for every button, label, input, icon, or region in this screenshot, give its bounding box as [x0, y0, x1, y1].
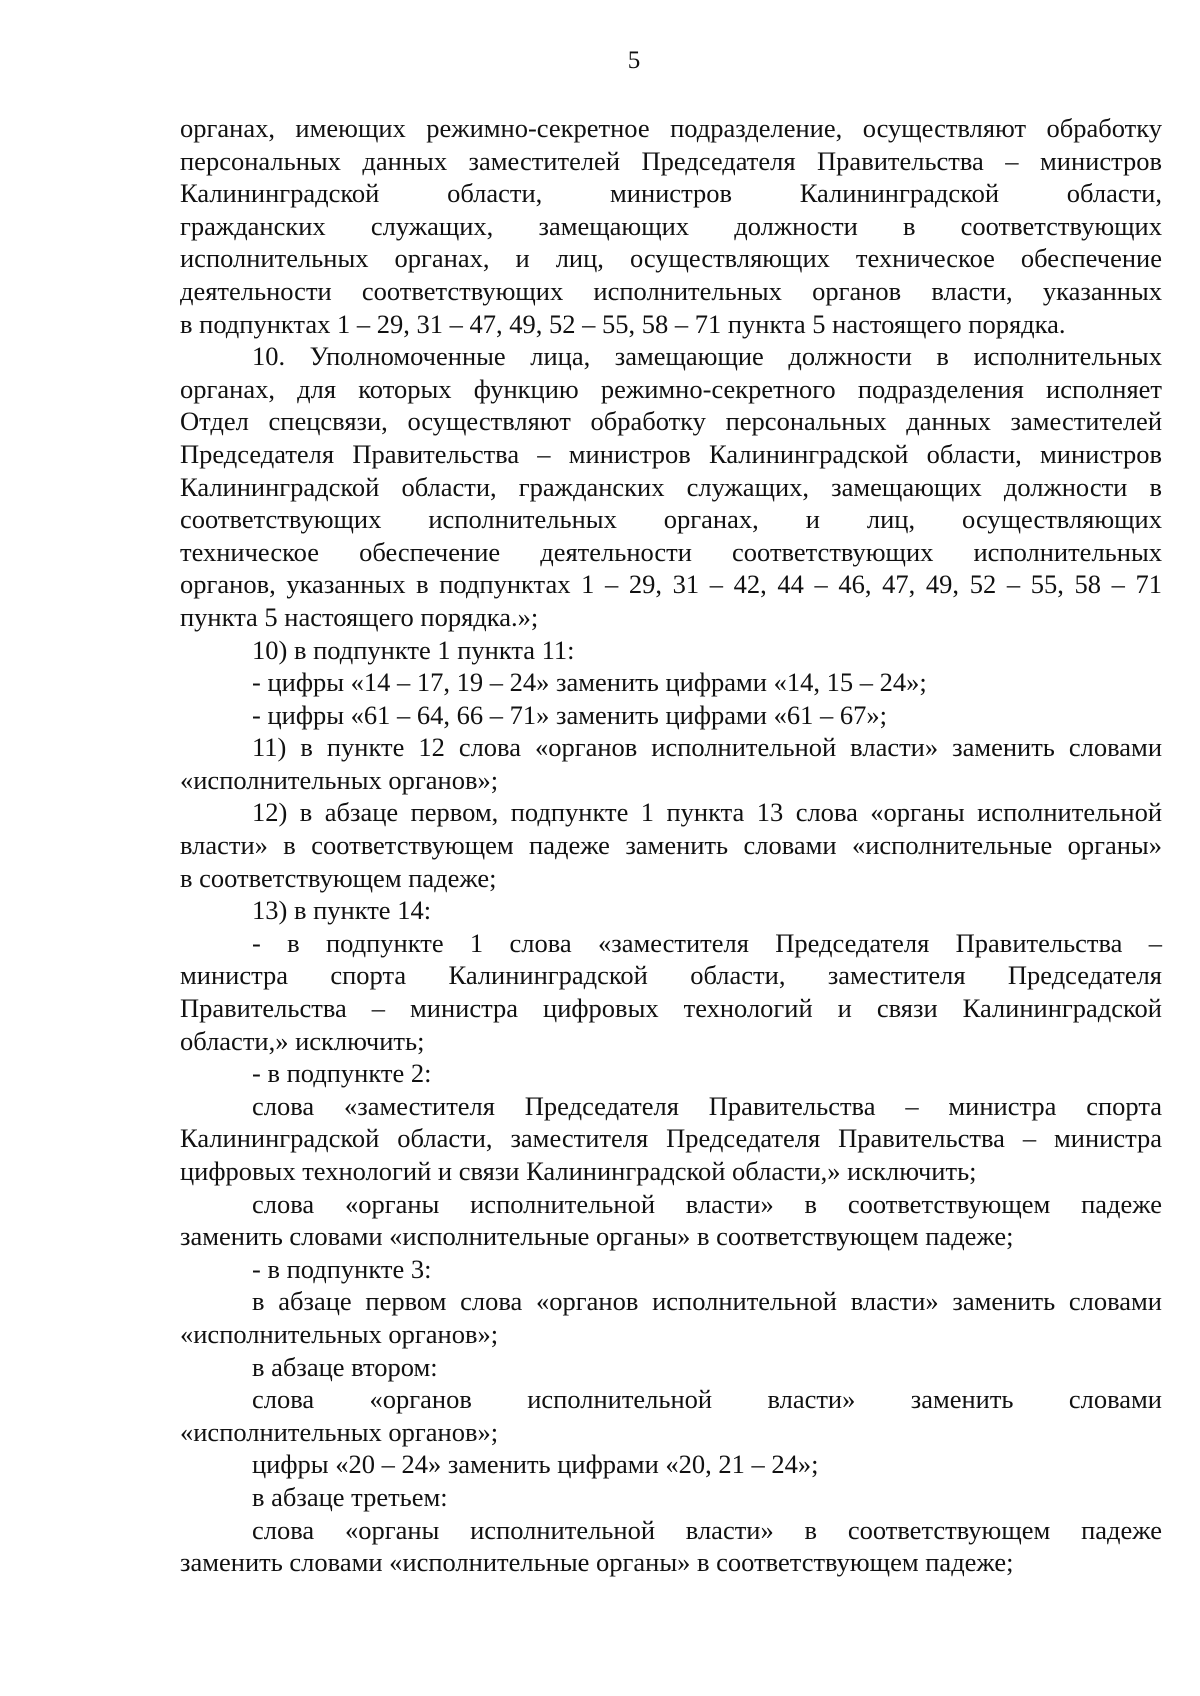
text-line: 11) в пункте 12 слова «органов исполнительной власти» заменить словами [252, 732, 1162, 763]
paragraph [180, 634, 1162, 667]
text-line: - цифры «14 – 17, 19 – 24» заменить цифрами «14, 15 – 24»; [252, 667, 927, 698]
text-line: Отдел спецсвязи, осуществляют обработку персональных данных заместителей [180, 406, 1162, 437]
text-line: 10. Уполномоченные лица, замещающие должности в исполнительных [252, 341, 1162, 372]
paragraph [180, 1090, 1162, 1188]
text-line: заменить словами «исполнительные органы» в соответствующем падеже; [180, 1221, 1014, 1252]
text-line: в абзаце втором: [252, 1351, 438, 1382]
text-line: 12) в абзаце первом, подпункте 1 пункта 13 слова «органы исполнительной [252, 797, 1162, 828]
paragraph [180, 1188, 1162, 1253]
text-line: министра спорта Калининградской области, заместителя Председателя [180, 960, 1162, 991]
paragraph [180, 1285, 1162, 1350]
text-line: цифры «20 – 24» заменить цифрами «20, 21 – 24»; [252, 1449, 819, 1480]
paragraph [180, 699, 1162, 732]
text-line: заменить словами «исполнительные органы» в соответствующем падеже; [180, 1547, 1014, 1578]
text-line: области,» исключить; [180, 1025, 425, 1056]
paragraph [180, 666, 1162, 699]
paragraph [180, 796, 1162, 894]
paragraph [180, 112, 1162, 340]
text-line: - в подпункте 2: [252, 1058, 432, 1089]
text-line: «исполнительных органов»; [180, 1318, 499, 1349]
text-line: - в подпункте 3: [252, 1253, 432, 1284]
text-line: слова «органы исполнительной власти» в соответствующем падеже [252, 1188, 1162, 1219]
text-line: органах, для которых функцию режимно-секретного подразделения исполняет [180, 373, 1162, 404]
paragraph [180, 1057, 1162, 1090]
page-number: 5 [627, 47, 641, 74]
text-line: власти» в соответствующем падеже заменить словами «исполнительные органы» [180, 830, 1162, 861]
text-line: 13) в пункте 14: [252, 895, 432, 926]
text-line: исполнительных органах, и лиц, осуществляющих техническое обеспечение [180, 243, 1162, 274]
text-line: - цифры «61 – 64, 66 – 71» заменить цифрами «61 – 67»; [252, 699, 887, 730]
text-line: в абзаце первом слова «органов исполнительной власти» заменить словами [252, 1286, 1162, 1317]
text-line: 10) в подпункте 1 пункта 11: [252, 634, 575, 665]
text-line: в абзаце третьем: [252, 1481, 448, 1512]
text-line: пункта 5 настоящего порядка.»; [180, 601, 539, 632]
text-line: гражданских служащих, замещающих должности в соответствующих [180, 210, 1162, 241]
text-line: деятельности соответствующих исполнительных органов власти, указанных [180, 275, 1162, 306]
paragraph [180, 340, 1162, 633]
text-line: в подпунктах 1 – 29, 31 – 47, 49, 52 – 55, 58 – 71 пункта 5 настоящего порядка. [180, 308, 1066, 339]
paragraph [180, 1481, 1162, 1514]
text-line: цифровых технологий и связи Калининградской области,» исключить; [180, 1156, 977, 1186]
paragraph [180, 1448, 1162, 1481]
text-line: «исполнительных органов»; [180, 1416, 499, 1447]
text-line: «исполнительных органов»; [180, 764, 499, 795]
text-line: Председателя Правительства – министров Калининградской области, министров [180, 438, 1162, 469]
text-line: - в подпункте 1 слова «заместителя Председателя Правительства – [252, 927, 1162, 958]
document-body [180, 112, 1162, 1579]
paragraph [180, 1383, 1162, 1448]
paragraph [180, 1514, 1162, 1579]
text-line: слова «органы исполнительной власти» в соответствующем падеже [252, 1514, 1162, 1545]
text-line: Калининградской области, гражданских служащих, замещающих должности в [180, 471, 1162, 502]
text-line: соответствующих исполнительных органах, и лиц, осуществляющих [180, 504, 1162, 535]
text-line: техническое обеспечение деятельности соответствующих исполнительных [180, 536, 1162, 567]
text-line: Калининградской области, заместителя Председателя Правительства – министра [180, 1123, 1162, 1154]
text-line: органов, указанных в подпунктах 1 – 29, 31 – 42, 44 – 46, 47, 49, 52 – 55, 58 – 71 [180, 569, 1162, 600]
paragraph [180, 894, 1162, 927]
text-line: персональных данных заместителей Председателя Правительства – министров [180, 145, 1162, 176]
text-line: Калининградской области, министров Калининградской области, [180, 178, 1162, 209]
text-line: в соответствующем падеже; [180, 862, 497, 893]
text-line: Правительства – министра цифровых технологий и связи Калининградской [180, 993, 1162, 1024]
paragraph [180, 927, 1162, 1057]
paragraph [180, 1253, 1162, 1286]
text-line: слова «органов исполнительной власти» заменить словами [252, 1384, 1162, 1415]
paragraph [180, 731, 1162, 796]
paragraph [180, 1351, 1162, 1384]
text-line: слова «заместителя Председателя Правительства – министра спорта [252, 1090, 1162, 1121]
text-line: органах, имеющих режимно-секретное подразделение, осуществляют обработку [180, 113, 1162, 143]
